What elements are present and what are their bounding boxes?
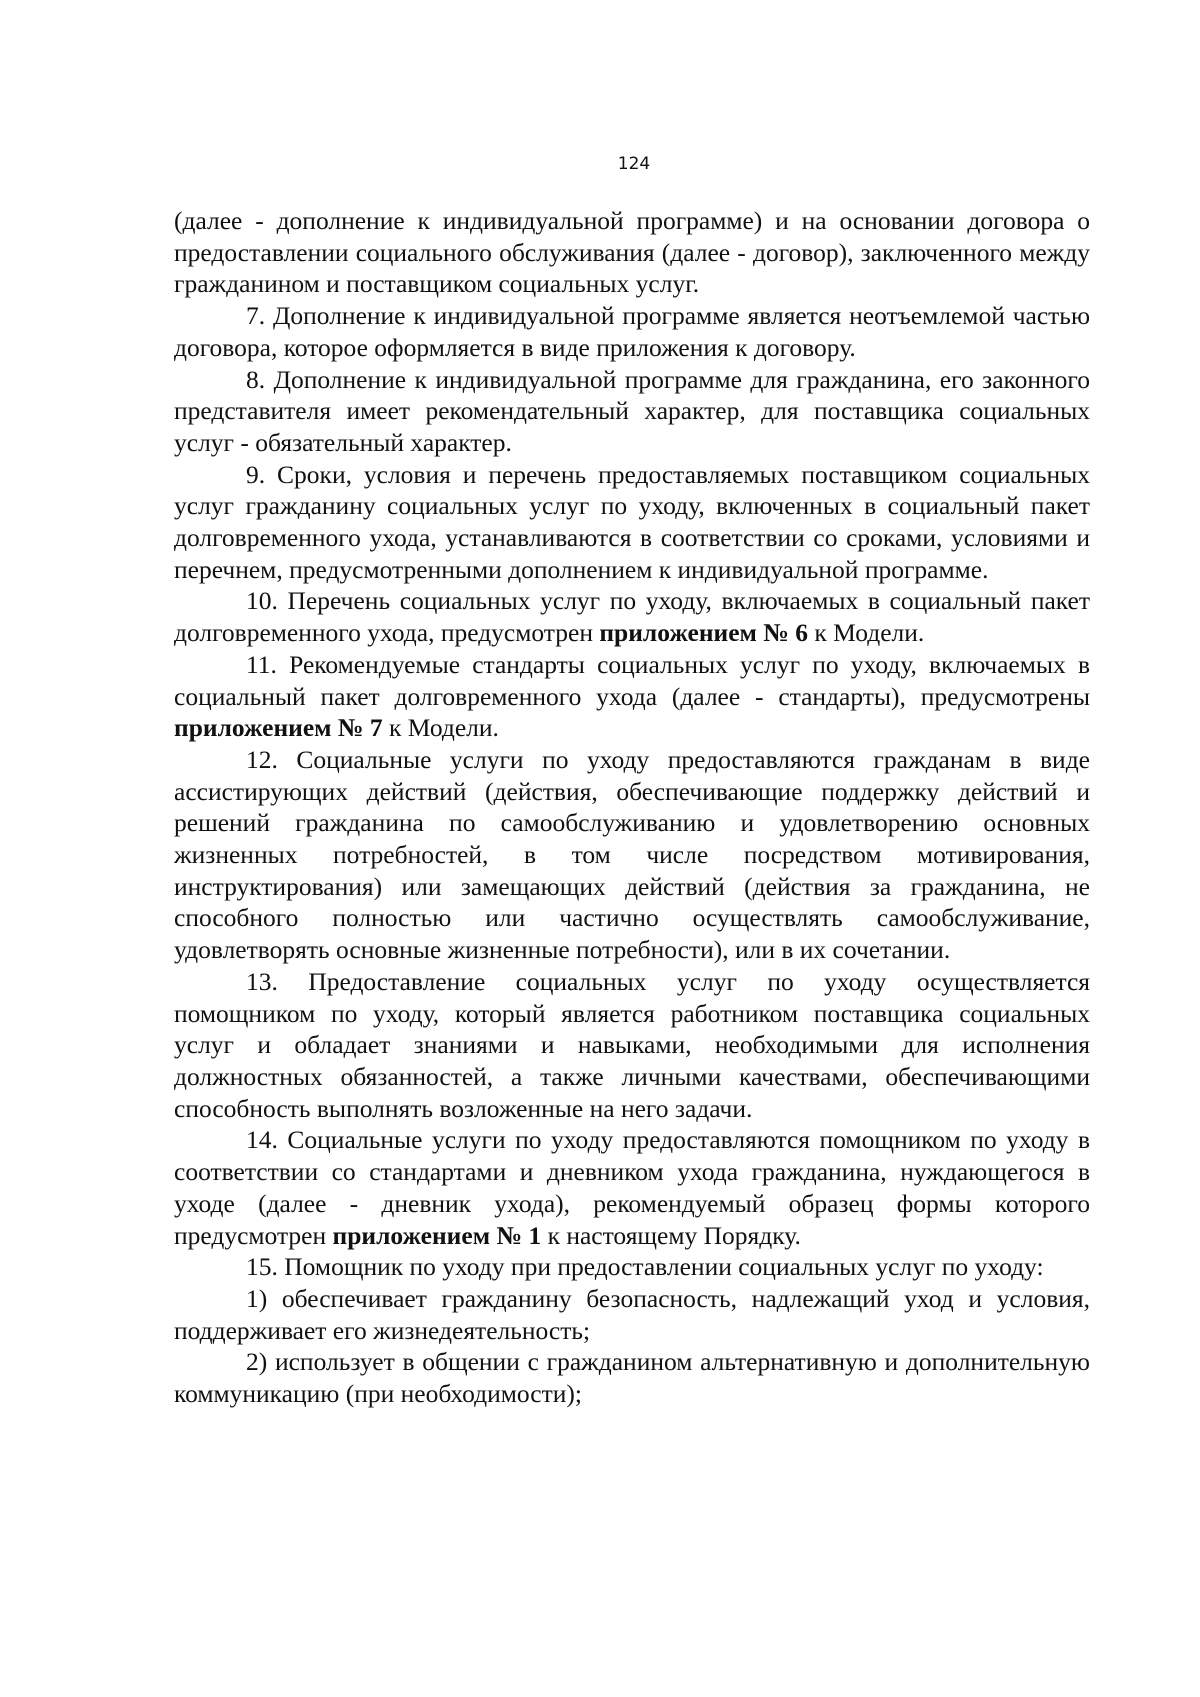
page-number: 124: [617, 154, 651, 174]
paragraph-13: [174, 966, 1090, 1125]
paragraph-text: 13. Предоставление социальных услуг по уходу осуществляется помощником по уходу, который является работником поставщика социальных услуг и обладает знаниями и навыками, необходимыми для исполнения должностных обязанностей, а также личными качествами, обеспечивающими способность выполнять возложенные на него задачи.: [174, 966, 1090, 1123]
paragraph-text: к Модели.: [382, 713, 499, 743]
paragraph-11: [174, 649, 1090, 744]
paragraph-9: [174, 459, 1090, 586]
list-item-1: [174, 1283, 1090, 1346]
paragraph-text: 10. Перечень социальных услуг по уходу, включаемых в социальный пакет долговременного ухода, предусмотрен: [174, 586, 1090, 648]
appendix-reference: приложением № 1: [332, 1220, 542, 1250]
appendix-reference: приложением № 6: [599, 618, 809, 648]
paragraph-15: [174, 1251, 1090, 1283]
paragraph-text: 12. Социальные услуги по уходу предоставляются гражданам в виде ассистирующих действий (действия, обеспечивающие поддержку действий и решений гражданина по самообслуживанию и удовлетворению основных жизненных потребностей, в том числе посредством мотивирования, инструктирования) или замещающих действий (действия за гражданина, не способного полностью или частично осуществлять самообслуживание, удовлетворять основные жизненные потребности), или в их сочетании.: [174, 744, 1090, 965]
paragraph-7: [174, 300, 1090, 363]
paragraph-text: 2) использует в общении с гражданином альтернативную и дополнительную коммуникацию (при необходимости);: [174, 1347, 1090, 1409]
document-body: [174, 205, 1090, 1410]
paragraph-text: 8. Дополнение к индивидуальной программе для гражданина, его законного представителя имеет рекомендательный характер, для поставщика социальных услуг - обязательный характер.: [174, 364, 1090, 457]
paragraph-text: 1) обеспечивает гражданину безопасность, надлежащий уход и условия, поддерживает его жизнедеятельность;: [174, 1283, 1090, 1345]
paragraph-text: 7. Дополнение к индивидуальной программе является неотъемлемой частью договора, которое оформляется в виде приложения к договору.: [174, 301, 1090, 362]
appendix-reference: приложением № 7: [174, 713, 383, 743]
paragraph-text: к настоящему Порядку.: [541, 1220, 801, 1250]
paragraph-8: [174, 364, 1090, 459]
paragraph-10: [174, 585, 1090, 648]
paragraph-text: (далее - дополнение к индивидуальной программе) и на основании договора о предоставлении социального обслуживания (далее - договор), заключенного между гражданином и поставщиком социальных услуг.: [174, 206, 1090, 299]
paragraph-continuation: [174, 205, 1090, 300]
paragraph-text: 14. Социальные услуги по уходу предоставляются помощником по уходу в соответствии со стандартами и дневником ухода гражданина, нуждающегося в уходе (далее - дневник ухода), рекомендуемый образец формы которого предусмотрен: [174, 1125, 1090, 1250]
paragraph-text: к Модели.: [808, 618, 925, 648]
paragraph-text: 9. Сроки, условия и перечень предоставляемых поставщиком социальных услуг гражданину социальных услуг по уходу, включенных в социальный пакет долговременного ухода, устанавливаются в соответствии со сроками, условиями и перечнем, предусмотренными дополнением к индивидуальной программе.: [174, 459, 1090, 584]
paragraph-text: 11. Рекомендуемые стандарты социальных услуг по уходу, включаемых в социальный пакет долговременного ухода (далее - стандарты), предусмотрены: [174, 649, 1090, 711]
paragraph-12: [174, 744, 1090, 966]
paragraph-14: [174, 1124, 1090, 1251]
paragraph-text: 15. Помощник по уходу при предоставлении социальных услуг по уходу:: [246, 1252, 1044, 1282]
list-item-2: [174, 1346, 1090, 1409]
